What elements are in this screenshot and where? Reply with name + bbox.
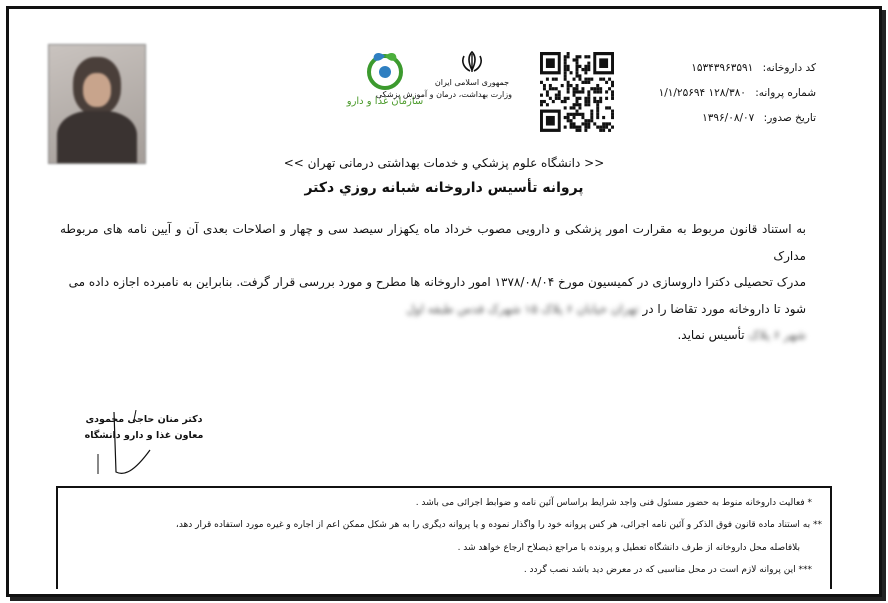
notes-box (56, 486, 832, 589)
body-line-2: مدرک تحصیلی دکترا داروسازی در کمیسیون مورخ ۱۳۷۸/۰۸/۰۴ امور داروخانه ها مطرح و مورد بررسی قرار گرفت. بنابراین به نامبرده اجازه داده می (68, 275, 806, 289)
qr-code (540, 52, 614, 132)
body-line-1: به استناد قانون مربوط به مقرارت امور پزشکی و دارویی مصوب خرداد ماه یکهزار سیصد سی و چهار و اصلاحات بعدی آن و آیین نامه های مربوطه مدارک (60, 222, 806, 263)
note-2-continued: بلافاصله محل داروخانه از طرف دانشگاه تعطیل و پرونده با مراجع ذیصلاح ارجاع خواهد شد . (457, 543, 800, 553)
fda-emblem-icon (362, 48, 408, 94)
note-3: *** این پروانه لازم است در محل مناسبی که در معرض دید باشد نصب گردد . (523, 565, 812, 575)
signatory-position: معاون غذا و دارو دانشگاه (84, 430, 204, 441)
fda-caption: سازمان غذا و دارو (346, 96, 424, 107)
redacted-address-2: شهر ۶ پلاک (748, 328, 806, 342)
license-number-value: ۱۲۸/۳۸۰ ۱/۱/۲۵۶۹۴ (658, 87, 746, 99)
issue-date-value: ۱۳۹۶/۰۸/۰۷ (702, 112, 755, 124)
body-line-3-text: شود تا داروخانه مورد تقاضا را در (642, 301, 806, 316)
holder-photo (48, 44, 146, 164)
license-meta (659, 56, 816, 131)
pharmacy-code-row (659, 56, 816, 81)
body-line-3 (60, 296, 806, 323)
license-number-row (659, 81, 816, 106)
issue-date-row (659, 106, 816, 131)
qr-code-icon (540, 52, 614, 132)
pharmacy-code-label: کد داروخانه: (762, 62, 816, 74)
issue-date-label: تاریخ صدور: (763, 112, 816, 124)
pharmacy-code-value: ۱۵۳۴۳۹۶۳۵۹۱ (691, 62, 754, 74)
redacted-address: تهران خیابان ۶ پلاک ۱۵ شهرک قدس طبقه اول (406, 301, 639, 316)
note-2: ** به استناد ماده قانون فوق الذکر و آئین نامه اجرائی، هر کس پروانه خود را واگذار نموده و یا پروانه دیگری را به هر شکل ممکن اعم از اجاره و غیره مورد استفاده قرار دهد، (175, 520, 822, 530)
signature-block (84, 410, 204, 482)
note-1: * فعالیت داروخانه منوط به حضور مسئول فنی واجد شرایط براساس آئین نامه و ضوابط اجرائی می باشد . (415, 498, 812, 508)
moh-caption-1: جمهوری اسلامی ایران (434, 78, 510, 87)
iran-emblem-icon (459, 50, 485, 74)
signatory-name: دکتر منان حاجی محمودی (85, 414, 203, 425)
license-number-label: شماره پروانه: (755, 87, 816, 99)
body-line-4-text: تأسیس نماید. (677, 328, 745, 342)
moh-caption-2: وزارت بهداشت، درمان و آموزش پزشکی (375, 90, 512, 99)
university-name: << دانشگاه علوم پزشکي و خدمات بهداشتی درمانی تهران >> (283, 156, 605, 170)
fda-logo (340, 48, 430, 128)
body-line-4 (60, 322, 806, 349)
license-title: پروانه تأسیس داروخانه شبانه روزي دکتر (304, 180, 584, 196)
signature-icon (84, 410, 204, 482)
license-body (60, 216, 806, 349)
